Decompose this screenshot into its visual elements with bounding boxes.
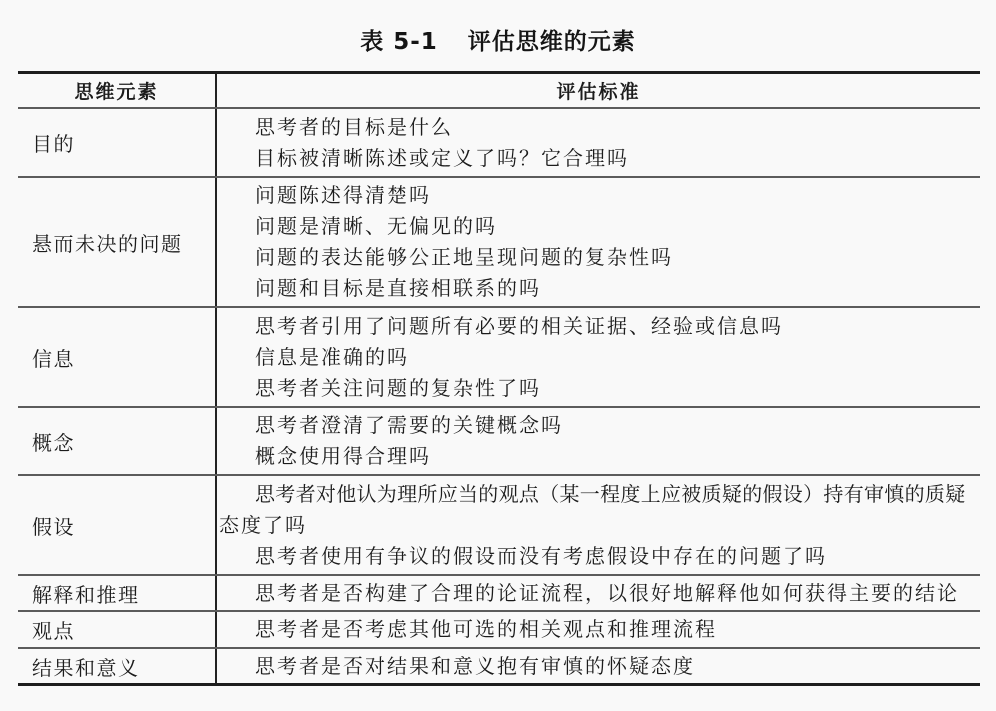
criteria-line: 思考者引用了问题所有必要的相关证据、经验或信息吗 bbox=[255, 313, 783, 338]
header-criteria: 评估标准 bbox=[556, 81, 641, 103]
criteria-line: 思考者澄清了需要的关键概念吗 bbox=[255, 413, 563, 437]
criteria-line: 问题和目标是直接相联系的吗 bbox=[255, 276, 541, 300]
criteria-cell bbox=[217, 308, 980, 406]
header-element: 思维元素 bbox=[18, 74, 217, 107]
element-cell: 悬而未决的问题 bbox=[18, 178, 217, 306]
table-row-implications bbox=[18, 649, 980, 683]
element-cell: 概念 bbox=[18, 408, 217, 474]
criteria-line: 思考者使用有争议的假设而没有考虑假设中存在的问题了吗 bbox=[255, 543, 827, 568]
table-row-purpose bbox=[18, 109, 980, 178]
criteria-line: 问题的表达能够公正地呈现问题的复杂性吗 bbox=[255, 245, 673, 269]
table-caption bbox=[0, 28, 996, 56]
criteria-cell bbox=[217, 576, 980, 610]
criteria-line: 思考者是否对结果和意义抱有审慎的怀疑态度 bbox=[255, 653, 695, 678]
table-row-interpretation bbox=[18, 576, 980, 612]
criteria-cell bbox=[217, 476, 980, 574]
criteria-cell bbox=[217, 612, 980, 647]
criteria-line: 思考者是否构建了合理的论证流程，以很好地解释他如何获得主要的结论 bbox=[255, 580, 959, 605]
criteria-cell bbox=[217, 408, 980, 474]
criteria-line: 思考者是否考虑其他可选的相关观点和推理流程 bbox=[255, 617, 717, 641]
criteria-line: 思考者的目标是什么 bbox=[255, 114, 453, 139]
table-row-viewpoint bbox=[18, 612, 980, 649]
criteria-line: 概念使用得合理吗 bbox=[255, 444, 431, 468]
table-row-assumptions bbox=[18, 476, 980, 576]
criteria-line: 信息是准确的吗 bbox=[255, 344, 409, 369]
element-cell: 目的 bbox=[18, 109, 217, 176]
table-header-row bbox=[18, 74, 980, 109]
table-row-information bbox=[18, 308, 980, 408]
element-cell: 假设 bbox=[18, 476, 217, 574]
table-title: 评估思维的元素 bbox=[467, 29, 636, 55]
criteria-cell bbox=[217, 178, 980, 306]
element-cell: 解释和推理 bbox=[18, 576, 217, 610]
element-cell: 观点 bbox=[18, 612, 217, 647]
criteria-line-continuation: 态度了吗 bbox=[219, 512, 307, 537]
table-row-question bbox=[18, 178, 980, 308]
criteria-line: 目标被清晰陈述或定义了吗？它合理吗 bbox=[255, 145, 629, 170]
criteria-cell bbox=[217, 649, 980, 683]
element-cell: 结果和意义 bbox=[18, 649, 217, 683]
table-number: 表 5-1 bbox=[360, 29, 438, 55]
criteria-cell bbox=[217, 109, 980, 176]
criteria-line: 问题陈述得清楚吗 bbox=[255, 183, 431, 207]
criteria-line: 思考者关注问题的复杂性了吗 bbox=[255, 375, 541, 400]
element-cell: 信息 bbox=[18, 308, 217, 406]
table-row-concepts bbox=[18, 408, 980, 476]
thinking-elements-table bbox=[18, 71, 980, 686]
criteria-line: 问题是清晰、无偏见的吗 bbox=[255, 214, 497, 238]
criteria-line: 思考者对他认为理所应当的观点（某一程度上应被质疑的假设）持有审慎的质疑 bbox=[255, 481, 966, 506]
